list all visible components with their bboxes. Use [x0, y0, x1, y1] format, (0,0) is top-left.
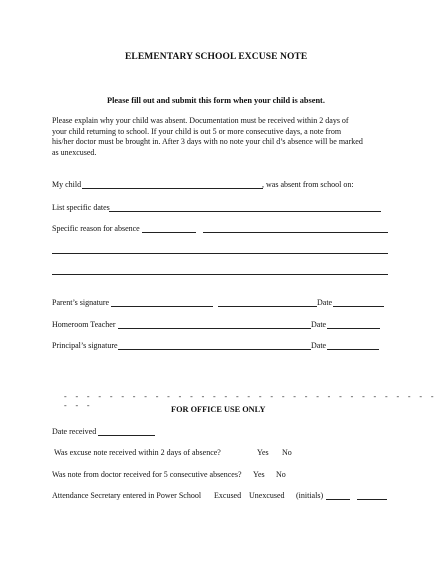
principal-signature-label: Principal’s signature — [52, 341, 118, 350]
parent-signature-field[interactable] — [111, 306, 213, 307]
homeroom-teacher-field[interactable] — [118, 328, 311, 329]
principal-signature-field[interactable] — [118, 349, 311, 350]
excused-option[interactable]: Excused — [214, 491, 242, 500]
reason-field-3[interactable] — [52, 253, 388, 254]
instruction-line: your child returning to school. If your child is out 5 or more consecutive days, a note from — [52, 126, 342, 136]
dates-field[interactable] — [109, 211, 381, 212]
parent-signature-field-2[interactable] — [218, 306, 317, 307]
reason-field-1[interactable] — [142, 232, 196, 233]
page-title: ELEMENTARY SCHOOL EXCUSE NOTE — [125, 52, 308, 62]
initials-label: (initials) — [296, 491, 324, 500]
instruction-line: Please explain why your child was absent. Documentation must be received within 2 days of — [52, 116, 349, 125]
form-subtitle: Please fill out and submit this form when your child is absent. — [107, 96, 325, 105]
excuse-within-2-days-question: Was excuse note received within 2 days of absence? — [54, 448, 221, 457]
initials-field-1[interactable] — [326, 499, 350, 500]
parent-date-label: Date — [317, 298, 333, 307]
principal-date-label: Date — [311, 341, 327, 350]
date-received-label: Date received — [52, 427, 97, 436]
doctor-note-question: Was note from doctor received for 5 consecutive absences? — [52, 470, 242, 479]
office-use-heading: FOR OFFICE USE ONLY — [171, 405, 266, 414]
absent-suffix: , was absent from school on: — [262, 180, 354, 189]
instruction-line: his/her doctor must be brought in. After 3 days with no note your chil d’s absence will be marked — [52, 137, 363, 146]
parent-signature-label: Parent’s signature — [52, 298, 110, 307]
homeroom-date-field[interactable] — [327, 328, 380, 329]
unexcused-option[interactable]: Unexcused — [249, 491, 285, 500]
excuse-no-option[interactable]: No — [282, 448, 292, 457]
attendance-entered-label: Attendance Secretary entered in Power School — [52, 491, 202, 500]
initials-field-2[interactable] — [357, 499, 387, 500]
reason-field-4[interactable] — [52, 274, 388, 275]
reason-label: Specific reason for absence — [52, 224, 140, 233]
doctor-no-option[interactable]: No — [276, 470, 286, 479]
cut-line-separator: - - - - - - - - - - - - - - - - - - - - - - - - - - - - - - - - - - - - — [64, 392, 437, 410]
list-dates-label: List specific dates — [52, 203, 110, 212]
reason-field-2[interactable] — [203, 232, 388, 233]
doctor-yes-option[interactable]: Yes — [253, 470, 265, 479]
my-child-label: My child — [52, 180, 82, 189]
principal-date-field[interactable] — [327, 349, 379, 350]
excuse-yes-option[interactable]: Yes — [257, 448, 269, 457]
homeroom-date-label: Date — [311, 320, 327, 329]
instruction-line: as unexcused. — [52, 147, 97, 157]
homeroom-teacher-label: Homeroom Teacher — [52, 320, 116, 329]
date-received-field[interactable] — [98, 435, 155, 436]
parent-date-field[interactable] — [333, 306, 384, 307]
instructions — [52, 116, 363, 158]
child-name-field[interactable] — [82, 188, 263, 189]
